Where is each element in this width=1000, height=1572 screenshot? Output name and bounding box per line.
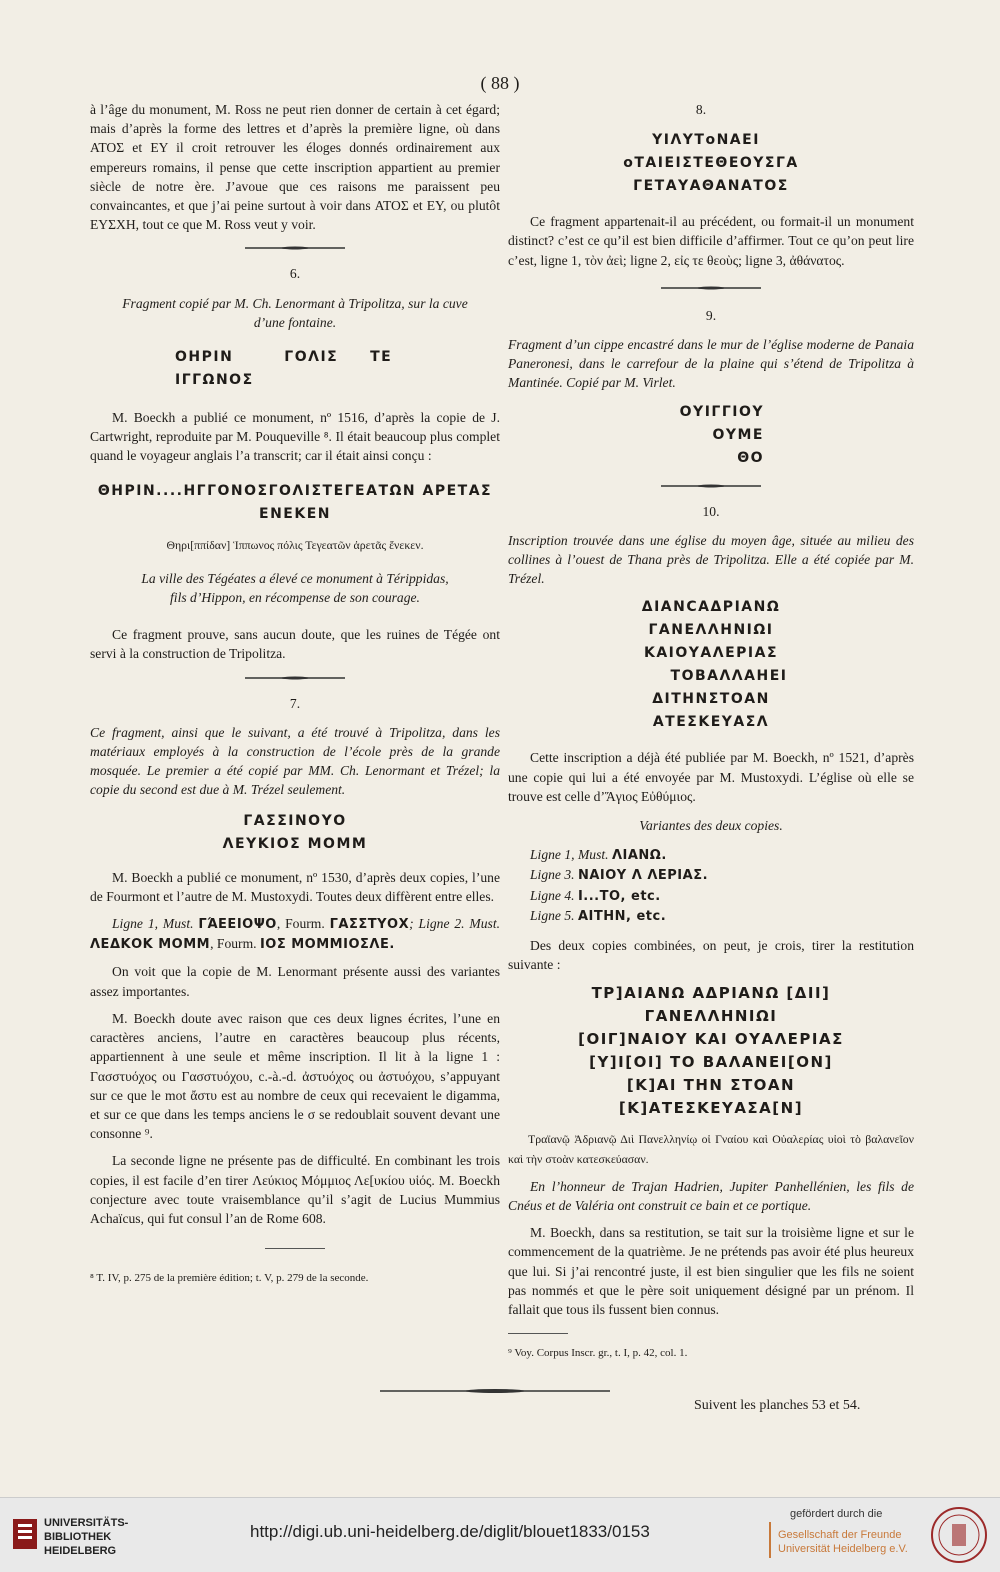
- variant-text: ΛΙΑΝΩ.: [611, 848, 667, 864]
- translation: La ville des Tégéates a élevé ce monument à Térippidas,: [141, 570, 449, 586]
- ornament-divider: [661, 482, 761, 490]
- university-seal-icon: [930, 1506, 988, 1564]
- translation: fils d’Hippon, en récompense de son courage.: [170, 590, 420, 606]
- variant-row: [530, 845, 914, 865]
- variant-label: Ligne 5.: [530, 907, 578, 923]
- footnote-divider: [508, 1333, 568, 1334]
- translation: En l’honneur de Trajan Hadrien, Jupiter Panhellénien, les fils de Cnéus et de Valéria ont construit ce bain et ce portique.: [508, 1178, 914, 1214]
- inscription-line: ΟΗΡΙΝ ΓΟΛΙΣ ΤΕ: [175, 349, 393, 366]
- section-number: 7.: [289, 695, 301, 711]
- inscription-line: ΔΙΑΝCΑΔΡΙΑΝΩ: [641, 599, 781, 616]
- paragraph: M. Boeckh a publié ce monument, nº 1530, d’après deux copies, l’une de Fourmont et l’autre de M. Mustoxydi. Toutes deux diffèrent entre elles.: [90, 869, 500, 904]
- inscription-line: ΘΟ: [737, 449, 764, 466]
- inscription-block: [508, 596, 914, 734]
- section-number: 8.: [695, 102, 707, 117]
- variant-label: Ligne 1, Must.: [530, 847, 612, 863]
- paragraph: Ce fragment prouve, sans aucun doute, que les ruines de Tégée ont servi à la construction de Tripolitza.: [90, 627, 500, 662]
- left-column: [90, 100, 500, 1288]
- inscription-line: ΤΟΒΑΛΛΑΗΕΙ: [670, 668, 788, 685]
- variants-list: [508, 845, 914, 926]
- restitution-line: [Υ]Ι[ΟΙ] ΤΟ ΒΑΛΑΝΕΙ[ΟΝ]: [589, 1053, 833, 1072]
- sponsor-label: gefördert durch die: [790, 1508, 883, 1520]
- library-name: UNIVERSITÄTS- BIBLIOTHEK HEIDELBERG: [44, 1517, 129, 1557]
- paragraph: M. Boeckh doute avec raison que ces deux lignes écrites, l’une en caractères anciens, l’autre en caractères beaucoup plus récents, appartiennent à une seule et même inscription. Il lit à la ligne 1 : Γασστυόχος ou Γασστυόχου, c.-à.-d. ἀστυόχος ou ἀστυόχου, s’appuyant sur ce que le mot ἄστυ est au nombre de ceux qui recevaient le digamma, et sur ce que dans les temps anciens le σ se redoublait souvent devant une consonne ⁹.: [90, 1010, 500, 1142]
- restitution-line: [Κ]ΑΙ ΤΗΝ ΣΤΟΑΝ: [626, 1076, 796, 1095]
- variants-title: Variantes des deux copies.: [639, 818, 783, 834]
- variant-row: [530, 906, 914, 926]
- variant-text: Ι...ΤΟ, etc.: [577, 888, 661, 904]
- variant-text: ΝΑΙΟΥ Λ ΛΕΡΙΑΣ.: [577, 868, 709, 884]
- inscription-line: ΑΤΕΣΚΕΥΑΣΛ: [652, 714, 770, 731]
- footnote: ⁹ Voy. Corpus Inscr. gr., t. I, p. 42, col. 1.: [508, 1347, 688, 1360]
- variants-paragraph: Ligne 1, Must. ΓΆΕΕΙΟΨΟ, Fourm. ΓΑΣΣΤΥΟΧ; Ligne 2. Must. ΛΕΔΚΟΚ ΜΟΜΜ, Fourm. ΙΟΣ ΜΟΜΜΙΟΣΛΕ.: [90, 916, 501, 953]
- ornament-divider: [661, 284, 761, 292]
- ornament-divider: [245, 674, 345, 682]
- inscription-line: ΓΑΣΣΙΝΟΥΟ: [243, 812, 347, 829]
- footnote-divider: [265, 1248, 325, 1249]
- sponsor-name: Gesellschaft der Freunde Universität Heidelberg e.V.: [778, 1529, 908, 1555]
- inscription-line: ΔΙΤΗΝΣΤΟΑΝ: [652, 691, 770, 708]
- closing-note: Suivent les planches 53 et 54.: [694, 1398, 861, 1413]
- digital-copy-link[interactable]: http://digi.ub.uni-heidelberg.de/diglit/blouet1833/0153: [250, 1522, 650, 1541]
- right-column: [508, 100, 914, 1364]
- footnote: ⁸ T. IV, p. 275 de la première édition; t. V, p. 279 de la seconde.: [90, 1272, 369, 1285]
- section-heading: Fragment d’un cippe encastré dans le mur de l’église moderne de Panaia Paneronesi, dans le carrefour de la plaine qui s’étend de Tripolitza à Mantinée. Copié par M. Virlet.: [508, 337, 914, 391]
- sponsor-divider-icon: [760, 1522, 772, 1558]
- inscription-line: ΙΓΓΩΝΟΣ: [175, 372, 254, 389]
- section-number: 9.: [705, 307, 717, 323]
- section-heading: d’une fontaine.: [253, 314, 337, 330]
- paragraph: Cette inscription a déjà été publiée par M. Boeckh, nº 1521, d’après une copie qui lui a été envoyée par M. Mustoxydi. L’église où elle se trouve est celle d’Ἅγιος Εὐθύμιος.: [508, 750, 914, 804]
- inscription-line: ΛΕΥΚΙΟΣ ΜΟΜΜ: [222, 835, 368, 852]
- inscription-line: ΥΙΛΥΤοΝΑΕΙ: [652, 132, 760, 149]
- ornament-divider: [380, 1386, 610, 1396]
- variant-label: Ligne 3.: [530, 867, 578, 883]
- paragraph: M. Boeckh, dans sa restitution, se tait sur la troisième ligne et sur le commencement de la quatrième. Je ne prétends pas avoir été plus heureux que lui. Si j’ai rencontré juste, il est bien singulier que les fils ne soient pas nommés et que le père soit uniquement désigné par un prénom. Il fallait que tous ils fussent bien connus.: [508, 1225, 914, 1318]
- paragraph: On voit que la copie de M. Lenormant présente aussi des variantes assez importantes.: [90, 964, 500, 999]
- paragraph: à l’âge du monument, M. Ross ne peut rien donner de certain à cet égard; mais d’après la forme des lettres et d’après la première ligne, où dans ΑΤΟΣ et ΕΥ il croit retrouver les éloges donnés ordinairement aux empereurs romains, il pense que cette inscription appartient au premier siècle de notre ère. J’avoue que ces raisons me paraissent peu convaincantes, et que j’ai peine surtout à voir dans ΑΤΟΣ et ΕΥ, ou plutôt ΕΥΣΧΗ, tout ce que M. Ross veut y voir.: [90, 102, 500, 233]
- variant-text: ΑΙΤΗΝ, etc.: [577, 908, 667, 924]
- greek-transcription: Τραϊανῷ Ἀδριανῷ Διὶ Πανελληνίῳ οἱ Γναίου καὶ Οὐαλερίας υἱοὶ τὸ βαλανεῖον καὶ τὴν στοὰν κατεσκεύασαν.: [508, 1132, 914, 1166]
- section-number: 6.: [289, 266, 301, 282]
- inscription-line: οΤΑΙΕΙΣΤΕΘΕΟΥΣΓΑ: [623, 155, 799, 172]
- variant-label: Ligne 4.: [530, 887, 578, 903]
- variant-row: [530, 865, 914, 885]
- inscription-line: ΚΑΙΟΥΑΛΕΡΙΑΣ: [643, 645, 779, 662]
- greek-transcription: Θηρι[ππίδαν] Ἱππωνος πόλις Τεγεατῶν ἀρετᾶς ἕνεκεν.: [166, 537, 424, 552]
- restitution-block: [508, 982, 914, 1120]
- ornament-divider: [245, 244, 345, 252]
- section-heading: Fragment copié par M. Ch. Lenormant à Tripolitza, sur la cuve: [122, 295, 468, 311]
- page-number: ( 88 ): [480, 73, 520, 93]
- inscription-line: ΕΝΕΚΕΝ: [259, 505, 331, 522]
- section-heading: Ce fragment, ainsi que le suivant, a été trouvé à Tripolitza, dans les matériaux employés à la construction de l’école près de la grande mosquée. Le premier a été copié par MM. Ch. Lenormant et Trézel; la copie du second est due à M. Trézel seulement.: [90, 724, 500, 798]
- restitution-line: ΓΑΝΕΛΛΗΝΙΩΙ: [644, 1007, 778, 1026]
- footer-bar: [0, 1497, 1000, 1572]
- restitution-line: ΤΡ]ΑΙΑΝΩ ΑΔΡΙΑΝΩ [ΔΙΙ]: [591, 984, 831, 1003]
- paragraph: Des deux copies combinées, on peut, je crois, tirer la restitution suivante :: [508, 938, 914, 973]
- restitution-line: [Κ]ΑΤΕΣΚΕΥΑΣΑ[Ν]: [618, 1099, 804, 1118]
- paragraph: Ce fragment appartenait-il au précédent, ou formait-il un monument distinct? c’est ce qu’il est bien difficile d’affirmer. Tout ce qu’on peut lire c’est, ligne 1, τὸν ἀεὶ; ligne 2, εἰς τε θεοὺς; ligne 3, ἀθάνατος.: [508, 214, 914, 268]
- inscription-line: ΟΥΙΓΓΙΟΥ: [679, 403, 764, 420]
- section-heading: Inscription trouvée dans une église du moyen âge, située au milieu des collines à l’ouest de Thana près de Tripolitza. Elle a été copiée par M. Trézel.: [508, 532, 914, 587]
- inscription-line: ΟΥΜΕ: [712, 426, 764, 443]
- inscription-line: ΓΑΝΕΛΛΗΝΙΩΙ: [648, 622, 774, 639]
- library-logo-icon: [12, 1518, 38, 1550]
- inscription-line: ΓΕΤΑΥΑΘΑΝΑΤΟΣ: [633, 178, 789, 195]
- section-number: 10.: [702, 503, 720, 519]
- restitution-line: [ΟΙΓ]ΝΑΙΟΥ ΚΑΙ ΟΥΑΛΕΡΙΑΣ: [578, 1030, 844, 1049]
- variant-row: [530, 886, 914, 906]
- inscription-line: ΘΗΡΙΝ....ΗΓΓΟΝΟΣΓΟΛΙΣΤΕΓΕΑΤΩΝ ΑΡΕΤΑΣ: [97, 482, 493, 499]
- paragraph: M. Boeckh a publié ce monument, nº 1516, d’après la copie de J. Cartwright, reproduite par M. Pouqueville ⁸. Il était beaucoup plus complet quand le voyageur anglais l’a transcrit; car il était ainsi conçu :: [90, 410, 500, 464]
- paragraph: La seconde ligne ne présente pas de difficulté. En combinant les trois copies, il est facile d’en tirer Λεύκιος Μόμμιος Λε[υκίου υἱός. M. Boeckh conjecture avec toute vraisemblance qu’il s’agit de Lucius Mummius Achaïcus, qui fut consul l’an de Rome 608.: [90, 1153, 500, 1226]
